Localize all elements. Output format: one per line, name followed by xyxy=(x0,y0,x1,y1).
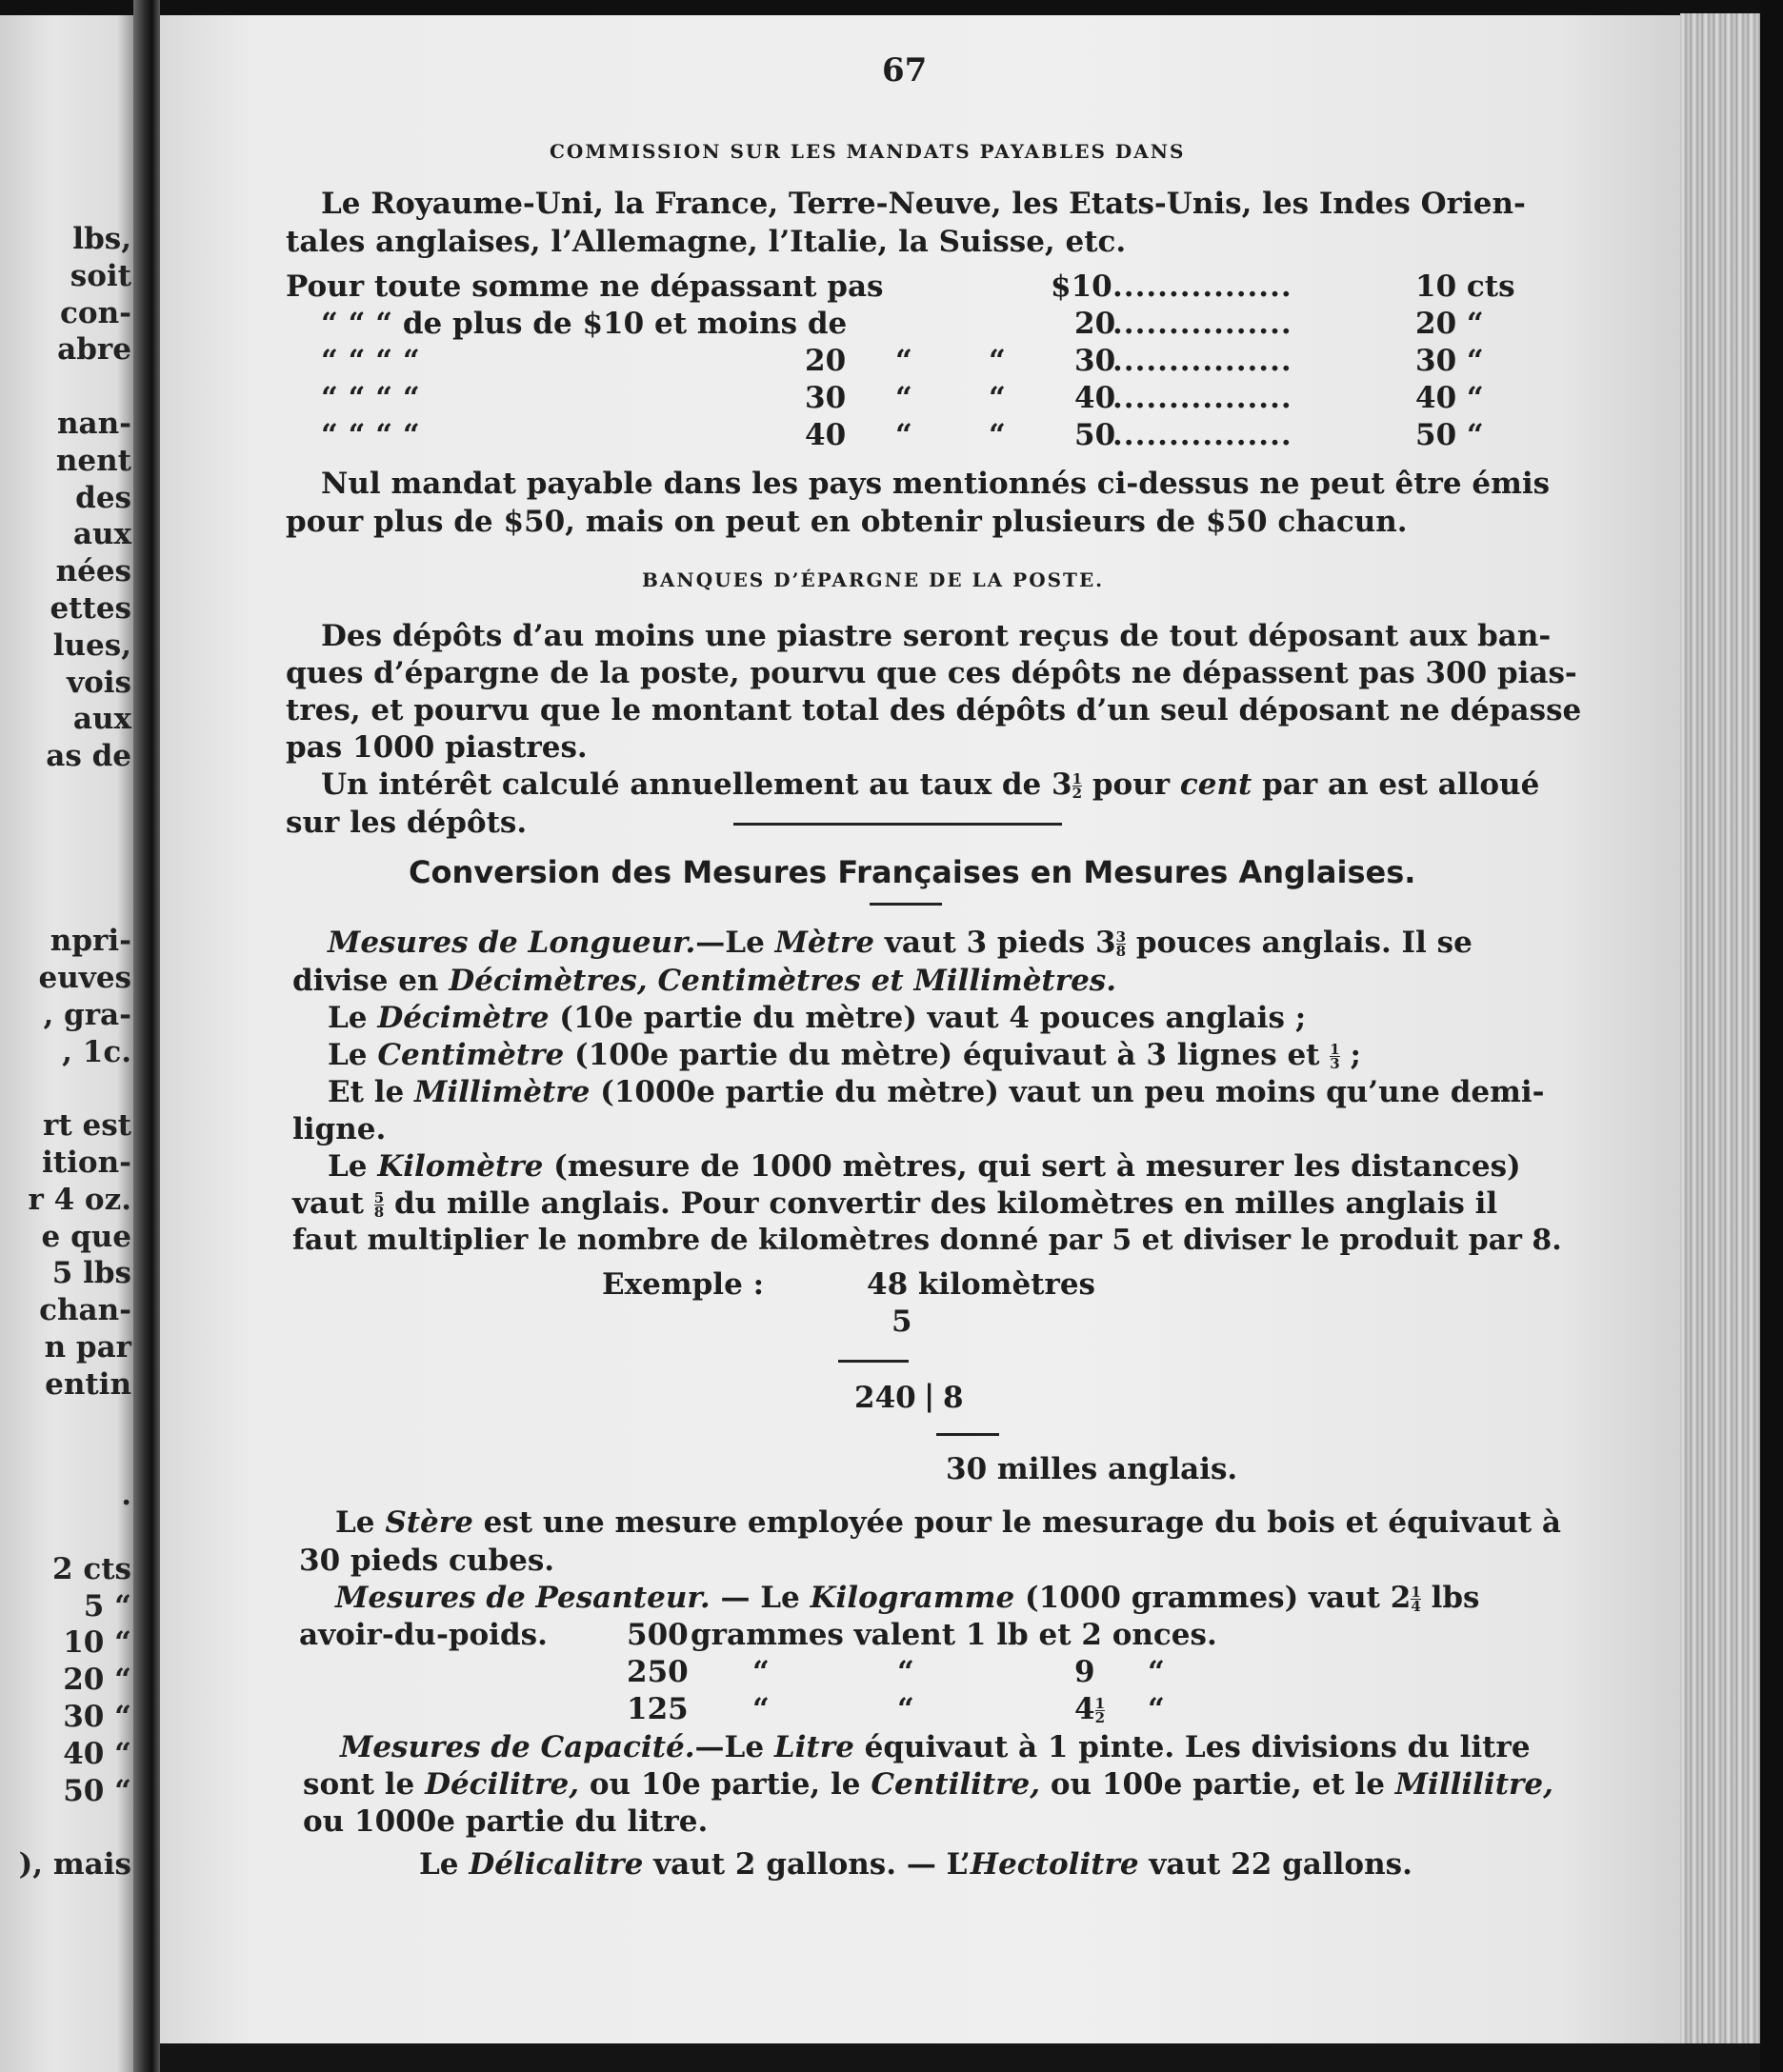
margin-fragment: aux xyxy=(72,517,131,552)
table-row-from: 40 xyxy=(805,418,847,452)
table-row-desc: Pour toute somme ne dépassant pas xyxy=(286,269,884,304)
frac-num: 1 xyxy=(1072,770,1083,787)
fraction xyxy=(1330,1043,1339,1070)
margin-fragment: ettes xyxy=(50,591,131,626)
mandats-note-line2: pour plus de $50, mais on peut en obtenir plusieurs de $50 chacun. xyxy=(286,505,1408,539)
epargne-interest-line xyxy=(321,767,1539,802)
text-run: lbs xyxy=(1420,1581,1480,1615)
table-row-dots: ................ xyxy=(1112,418,1292,452)
table-row-dots: ................ xyxy=(1112,344,1292,378)
margin-fragment: entin xyxy=(45,1366,131,1402)
text-run: ou 100e partie, et le xyxy=(1040,1767,1395,1802)
divise-line xyxy=(292,964,1116,998)
margin-fragment: as de xyxy=(46,739,131,774)
mandats-heading: COMMISSION SUR LES MANDATS PAYABLES DANS xyxy=(550,140,1186,163)
text-run: sont le xyxy=(303,1767,426,1802)
text-run: Le xyxy=(328,1149,378,1184)
text-run: divise en xyxy=(292,964,450,998)
example-sep: | xyxy=(924,1379,935,1413)
example-rule xyxy=(838,1360,909,1363)
margin-fragment: aux xyxy=(72,702,131,737)
margin-fragment: rt est xyxy=(43,1108,131,1144)
text-run: vaut 22 gallons. xyxy=(1138,1847,1412,1882)
table-row-desc: “ “ “ “ xyxy=(321,381,420,415)
frac-den: 2 xyxy=(1094,1709,1106,1726)
kilometre-line xyxy=(328,1149,1521,1184)
epargne-line: tres, et pourvu que le montant total des dépôts d’un seul déposant ne dépasse xyxy=(286,693,1582,727)
margin-fragment: 5 lbs xyxy=(51,1256,131,1291)
epargne-line: Des dépôts d’au moins une piastre seront reçus de tout déposant aux ban- xyxy=(321,619,1552,653)
grammes-qty: 125 xyxy=(627,1692,689,1726)
table-row-ditto: “ xyxy=(895,381,912,415)
section-label: Mesures de Capacité. xyxy=(340,1730,695,1764)
table-row-fee: 20 “ xyxy=(1415,307,1484,341)
longueur-line xyxy=(328,926,1472,960)
margin-fragment: 20 “ xyxy=(63,1663,131,1698)
example-product: 240 xyxy=(854,1381,916,1415)
table-row-to: 40 xyxy=(1074,381,1116,415)
italic-word: Kilomètre xyxy=(377,1149,544,1184)
avoir-du-poids: avoir-du-poids. xyxy=(299,1618,548,1652)
margin-fragment: 30 “ xyxy=(63,1700,131,1734)
title-underline xyxy=(870,903,942,906)
section-label: Mesures de Longueur. xyxy=(328,926,696,960)
italic-word: Centilitre, xyxy=(871,1767,1041,1802)
table-row-fee: 30 “ xyxy=(1415,344,1484,378)
margin-fragment: n par xyxy=(44,1330,131,1365)
margin-fragment: nan- xyxy=(56,407,131,441)
italic-word: Kilogramme xyxy=(810,1581,1015,1615)
margin-fragment: ition- xyxy=(42,1146,131,1180)
epargne-line: ques d’épargne de la poste, pourvu que ces dépôts ne dépassent pas 300 pias- xyxy=(286,656,1577,690)
example-label: Exemple : xyxy=(602,1267,765,1302)
fraction xyxy=(1095,1697,1105,1724)
page-edges xyxy=(1680,13,1760,2061)
text-run: Le xyxy=(328,1001,378,1035)
margin-fragment: con- xyxy=(60,295,131,330)
italic-word: Millimètre xyxy=(414,1075,591,1109)
capacite-line3: ou 1000e partie du litre. xyxy=(303,1804,709,1839)
margin-fragment: npri- xyxy=(50,924,131,959)
epargne-line: pas 1000 piastres. xyxy=(286,730,588,765)
margin-fragment: des xyxy=(75,480,131,515)
margin-fragment: 40 “ xyxy=(63,1736,131,1771)
kilometre-line2 xyxy=(292,1186,1497,1221)
table-row-from: 30 xyxy=(805,381,847,415)
italic-word: cent xyxy=(1179,767,1252,802)
text-run: (1000 grammes) vaut 2 xyxy=(1014,1581,1412,1615)
fraction xyxy=(1116,930,1126,958)
table-row-desc: “ “ “ de plus de $10 et moins de xyxy=(321,307,848,341)
frac-num: 1 xyxy=(1094,1695,1106,1712)
text-run: (mesure de 1000 mètres, qui sert à mesurer les distances) xyxy=(543,1149,1521,1184)
millimetre-line xyxy=(328,1075,1545,1109)
text-run: Le xyxy=(328,1038,378,1072)
page-number: 67 xyxy=(882,51,928,90)
example-mult: 5 xyxy=(892,1305,912,1339)
margin-fragment: 50 “ xyxy=(63,1773,131,1808)
table-row-ditto: “ xyxy=(989,381,1006,415)
frac-num: 1 xyxy=(1330,1041,1340,1058)
table-row-fee: 10 cts xyxy=(1415,269,1515,304)
italic-word: Décimètre xyxy=(377,1001,550,1035)
margin-fragment: nées xyxy=(55,554,131,589)
margin-fragment: , 1c. xyxy=(62,1034,131,1069)
table-row-ditto: “ xyxy=(989,418,1006,452)
epargne-line: sur les dépôts. xyxy=(286,806,528,840)
text-run: Le xyxy=(419,1847,470,1882)
conversion-title: Conversion des Mesures Françaises en Mesures Anglaises. xyxy=(409,854,1416,890)
margin-fragment: 2 cts xyxy=(51,1551,131,1586)
margin-fragment: lues, xyxy=(52,628,131,663)
text-run: ou 10e partie, le xyxy=(579,1767,871,1802)
table-row-ditto: “ xyxy=(895,344,912,378)
italic-word: Décilitre, xyxy=(425,1767,580,1802)
margin-fragment: chan- xyxy=(39,1293,131,1328)
margin-fragment: 5 “ xyxy=(83,1588,131,1624)
table-row-desc: “ “ “ “ xyxy=(321,344,420,378)
grammes-ditto: “ xyxy=(897,1655,914,1689)
grammes-val: 9 xyxy=(1074,1655,1095,1689)
text-run: Un intérêt calculé annuellement au taux de 3 xyxy=(321,767,1072,802)
table-row-from: 20 xyxy=(805,344,847,378)
margin-fragment: abre xyxy=(57,332,131,368)
margin-fragment: r 4 oz. xyxy=(28,1182,131,1217)
frac-den: 8 xyxy=(373,1204,385,1221)
table-row-to: 50 xyxy=(1074,418,1116,452)
example-div: 8 xyxy=(943,1381,964,1415)
text-run: vaut 2 gallons. — L’ xyxy=(643,1847,971,1882)
grammes-ditto: “ xyxy=(752,1692,770,1726)
text-run: Le xyxy=(335,1505,386,1540)
example-km: 48 kilomètres xyxy=(867,1267,1095,1302)
text-run: (100e partie du mètre) équivaut à 3 lignes et xyxy=(564,1038,1331,1072)
italic-word: Mètre xyxy=(774,926,875,960)
text-run: pouces anglais. Il se xyxy=(1126,926,1472,960)
text-run: par an est alloué xyxy=(1252,767,1540,802)
example-div-rule xyxy=(936,1433,999,1436)
mandats-intro-line2: tales anglaises, l’Allemagne, l’Italie, la Suisse, etc. xyxy=(286,225,1127,259)
capacite-line xyxy=(340,1730,1531,1764)
text-run: (1000e partie du mètre) vaut un peu moins qu’une demi- xyxy=(590,1075,1545,1109)
table-row-to: 20 xyxy=(1074,307,1116,341)
centimetre-line xyxy=(328,1038,1361,1072)
kilometre-line3: faut multiplier le nombre de kilomètres donné par 5 et diviser le produit par 8. xyxy=(292,1224,1562,1257)
table-row-dots: ................ xyxy=(1112,269,1292,304)
grammes-qty: 500 xyxy=(627,1618,689,1652)
scan-top-border xyxy=(0,0,1783,15)
frac-den: 8 xyxy=(1115,943,1127,960)
text-run: pour xyxy=(1082,767,1180,802)
table-row-to: $10 xyxy=(1051,269,1112,304)
text-run: vaut 3 pieds 3 xyxy=(874,926,1116,960)
example-result: 30 milles anglais. xyxy=(946,1452,1238,1486)
scan-bottom-border xyxy=(160,2043,1760,2072)
text-run: (10e partie du mètre) vaut 4 pouces anglais ; xyxy=(549,1001,1307,1035)
text-run: Et le xyxy=(328,1075,415,1109)
table-row-fee: 50 “ xyxy=(1415,418,1484,452)
decalitre-line xyxy=(419,1847,1412,1882)
mandats-intro-line1: Le Royaume-Uni, la France, Terre-Neuve, les Etats-Unis, les Indes Orien- xyxy=(321,187,1526,221)
italic-word: Litre xyxy=(773,1730,854,1764)
frac-den: 4 xyxy=(1411,1598,1421,1615)
scan-right-border xyxy=(1760,0,1783,2072)
text-run: ; xyxy=(1339,1038,1361,1072)
stere-line xyxy=(335,1505,1561,1540)
grammes-text: grammes valent 1 lb et 2 onces. xyxy=(691,1618,1217,1652)
italic-word: Millilitre, xyxy=(1394,1767,1553,1802)
table-row-ditto: “ xyxy=(895,418,912,452)
frac-num: 5 xyxy=(373,1189,385,1206)
grammes-ditto: “ xyxy=(752,1655,770,1689)
table-row-dots: ................ xyxy=(1112,307,1292,341)
text-run: —Le xyxy=(694,1730,774,1764)
fraction xyxy=(374,1191,384,1219)
grammes-val xyxy=(1074,1692,1105,1726)
section-label: Mesures de Pesanteur. xyxy=(335,1581,711,1615)
book-gutter xyxy=(133,0,160,2072)
italic-word: Hectolitre xyxy=(970,1847,1139,1882)
text-run: 4 xyxy=(1074,1692,1095,1726)
text-run: — Le xyxy=(710,1581,811,1615)
capacite-line2 xyxy=(303,1767,1553,1802)
grammes-qty: 250 xyxy=(627,1655,689,1689)
section-divider xyxy=(733,823,1062,826)
table-row-ditto: “ xyxy=(989,344,1006,378)
margin-fragment: soit xyxy=(70,258,131,293)
decimetre-line xyxy=(328,1001,1306,1035)
frac-den: 2 xyxy=(1072,785,1083,802)
stere-line-end: 30 pieds cubes. xyxy=(299,1544,555,1578)
margin-fragment: 10 “ xyxy=(63,1625,131,1661)
table-row-desc: “ “ “ “ xyxy=(321,418,420,452)
margin-fragment: lbs, xyxy=(72,222,131,256)
margin-fragment: nent xyxy=(55,443,131,478)
grammes-ditto: “ xyxy=(1148,1692,1165,1726)
table-row-to: 30 xyxy=(1074,344,1116,378)
italic-word: Délicalitre xyxy=(469,1847,644,1882)
grammes-ditto: “ xyxy=(1148,1655,1165,1689)
table-row-dots: ................ xyxy=(1112,381,1292,415)
fraction xyxy=(1072,772,1082,800)
frac-den: 3 xyxy=(1330,1055,1340,1072)
italic-word: Stère xyxy=(385,1505,473,1540)
margin-fragment: ), mais xyxy=(18,1847,131,1883)
table-row-fee: 40 “ xyxy=(1415,381,1484,415)
millimetre-line-end: ligne. xyxy=(292,1112,387,1146)
text-run: —Le xyxy=(695,926,775,960)
grammes-ditto: “ xyxy=(897,1692,914,1726)
epargne-heading: BANQUES D’ÉPARGNE DE LA POSTE. xyxy=(642,568,1105,591)
text-run: équivaut à 1 pinte. Les divisions du litre xyxy=(853,1730,1531,1764)
text-run: vaut xyxy=(292,1186,374,1221)
mandats-note-line1: Nul mandat payable dans les pays mentionnés ci-dessus ne peut être émis xyxy=(321,467,1551,501)
margin-fragment: . xyxy=(121,1478,131,1513)
text-run: du mille anglais. Pour convertir des kilomètres en milles anglais il xyxy=(384,1186,1498,1221)
margin-fragment: vois xyxy=(67,665,131,700)
pesanteur-line xyxy=(335,1581,1480,1615)
frac-num: 1 xyxy=(1411,1584,1421,1601)
margin-fragment: , gra- xyxy=(43,997,131,1032)
italic-word: Centimètre xyxy=(377,1038,565,1072)
margin-fragment: euves xyxy=(38,961,131,995)
italic-word: Décimètres, Centimètres et Millimètres. xyxy=(449,964,1117,998)
text-run: est une mesure employée pour le mesurage du bois et équivaut à xyxy=(472,1505,1561,1540)
frac-num: 3 xyxy=(1115,928,1127,946)
margin-fragment: e que xyxy=(41,1219,131,1254)
fraction xyxy=(1411,1585,1420,1613)
